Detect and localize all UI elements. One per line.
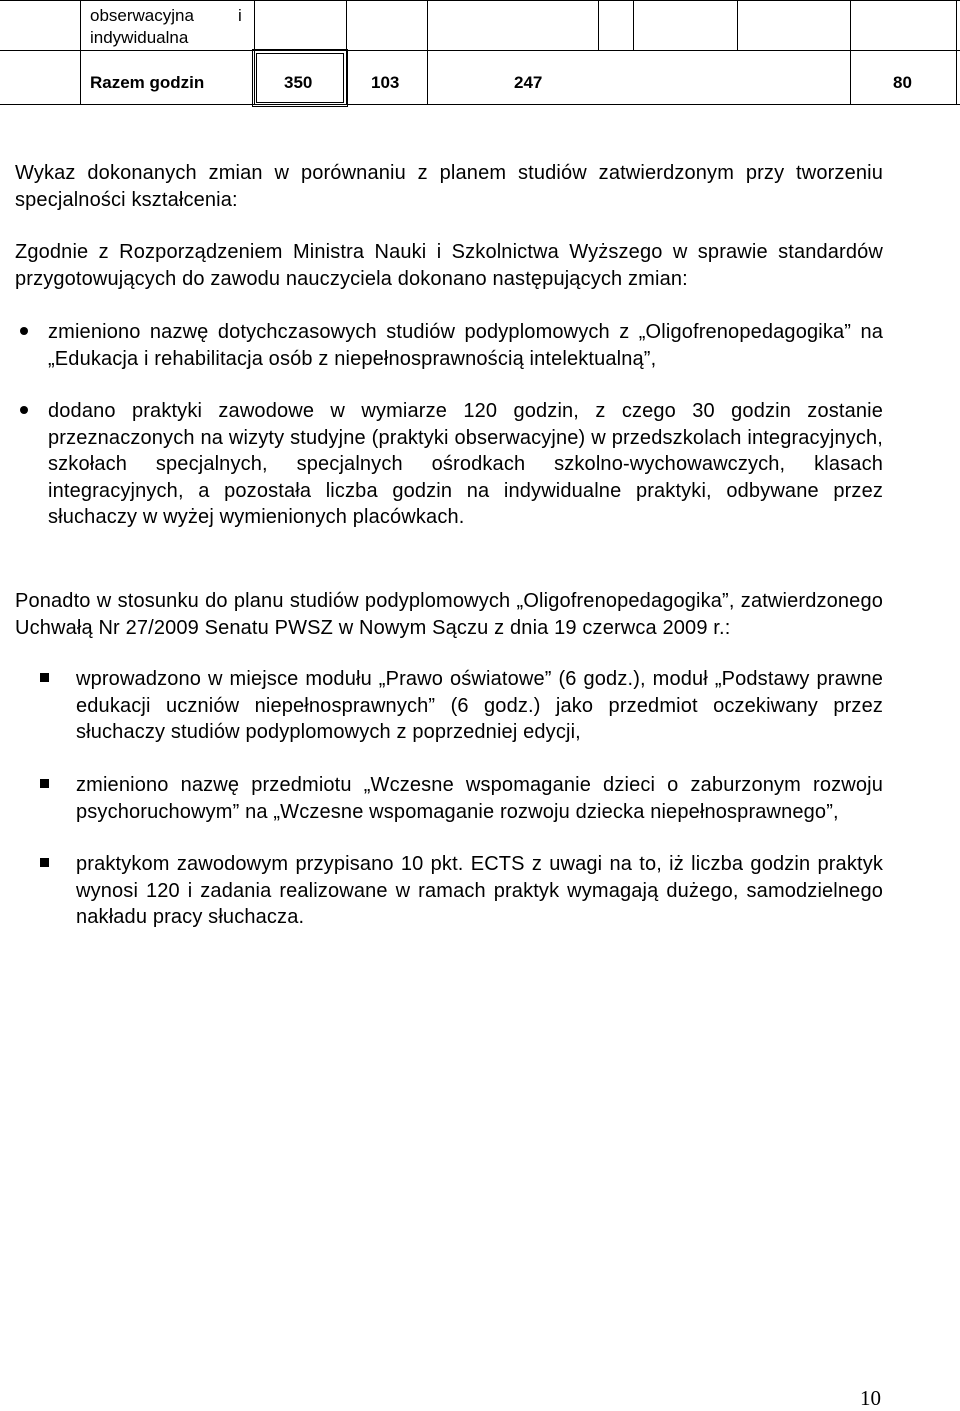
page-number: 10 bbox=[860, 1386, 881, 1410]
bullet-item-practice: dodano praktyki zawodowe w wymiarze 120 godzin, z czego 30 godzin zostanie przeznaczonych na wizyty studyjne (praktyki obserwacyjne) w przedszkolach integracyjnych, szkołach specjalnych, specjalnych ośrodkach szkolno-wychowawczych, klasach integracyjnych, a pozostała liczba godzin na indywidualne praktyki, odbywane przez słuchaczy w wyżej wymienionych placówkach. bbox=[48, 400, 883, 528]
table-border-right bbox=[956, 0, 957, 105]
table-row2-total: 350 bbox=[284, 73, 313, 92]
bullet-icon bbox=[20, 327, 28, 335]
table-col-divider bbox=[427, 0, 428, 105]
square-bullet-icon bbox=[40, 858, 49, 867]
regulation-paragraph: Zgodnie z Rozporządzeniem Ministra Nauki i Szkolnictwa Wyższego w sprawie standardów przygotowujących do zawodu nauczyciela dokonano następujących zmian: bbox=[15, 241, 883, 290]
table-border-top bbox=[0, 0, 960, 1]
table-row1-label-line2: indywidualna bbox=[90, 28, 189, 47]
amendments-paragraph: Ponadto w stosunku do planu studiów podyplomowych „Oligofrenopedagogika”, zatwierdzonego Uchwałą Nr 27/2009 Senatu PWSZ w Nowym Sączu z dnia 19 czerwca 2009 r.: bbox=[15, 590, 883, 639]
table-border-left bbox=[80, 0, 81, 105]
table-col-divider bbox=[737, 0, 738, 51]
table-col-divider bbox=[598, 0, 599, 51]
square-item-module: wprowadzono w miejsce modułu „Prawo oświatowe” (6 godz.), moduł „Podstawy prawne edukacji uczniów niepełnosprawnych” (6 godz.) jako przedmiot oczekiwany przez słuchaczy studiów podyplomowych z poprzedniej edycji, bbox=[76, 668, 883, 743]
square-bullet-icon bbox=[40, 779, 49, 788]
table-col-divider bbox=[850, 0, 851, 105]
table-row2-value: 103 bbox=[371, 73, 400, 92]
table-row1-conj: i bbox=[238, 6, 242, 25]
table-row2-label: Razem godzin bbox=[90, 73, 205, 92]
bullet-item-rename: zmieniono nazwę dotychczasowych studiów podyplomowych z „Oligofrenopedagogika” na „Edukacja i rehabilitacja osób z niepełnosprawnością intelektualną”, bbox=[48, 321, 883, 370]
square-item-subject-rename: zmieniono nazwę przedmiotu „Wczesne wspomaganie dzieci o zaburzonym rozwoju psychoruchowym” na „Wczesne wspomaganie rozwoju dziecka niepełnosprawnego”, bbox=[76, 774, 883, 823]
table-row2-value: 80 bbox=[893, 73, 912, 92]
square-bullet-icon bbox=[40, 673, 49, 682]
table-row-divider bbox=[0, 50, 960, 51]
hours-table bbox=[0, 0, 960, 110]
square-item-ects: praktykom zawodowym przypisano 10 pkt. ECTS z uwagi na to, iż liczba godzin praktyk wynosi 120 i zadania realizowane w ramach praktyk wymagają dużego, samodzielnego nakładu pracy słuchacza. bbox=[76, 853, 883, 928]
table-border-bottom bbox=[0, 104, 960, 105]
table-col-divider bbox=[633, 0, 634, 51]
table-row2-value: 247 bbox=[514, 73, 543, 92]
table-row1-label-line1: obserwacyjna bbox=[90, 6, 194, 25]
bullet-icon bbox=[20, 406, 28, 414]
changes-intro-paragraph: Wykaz dokonanych zmian w porównaniu z planem studiów zatwierdzonym przy tworzeniu specjalności kształcenia: bbox=[15, 162, 883, 211]
